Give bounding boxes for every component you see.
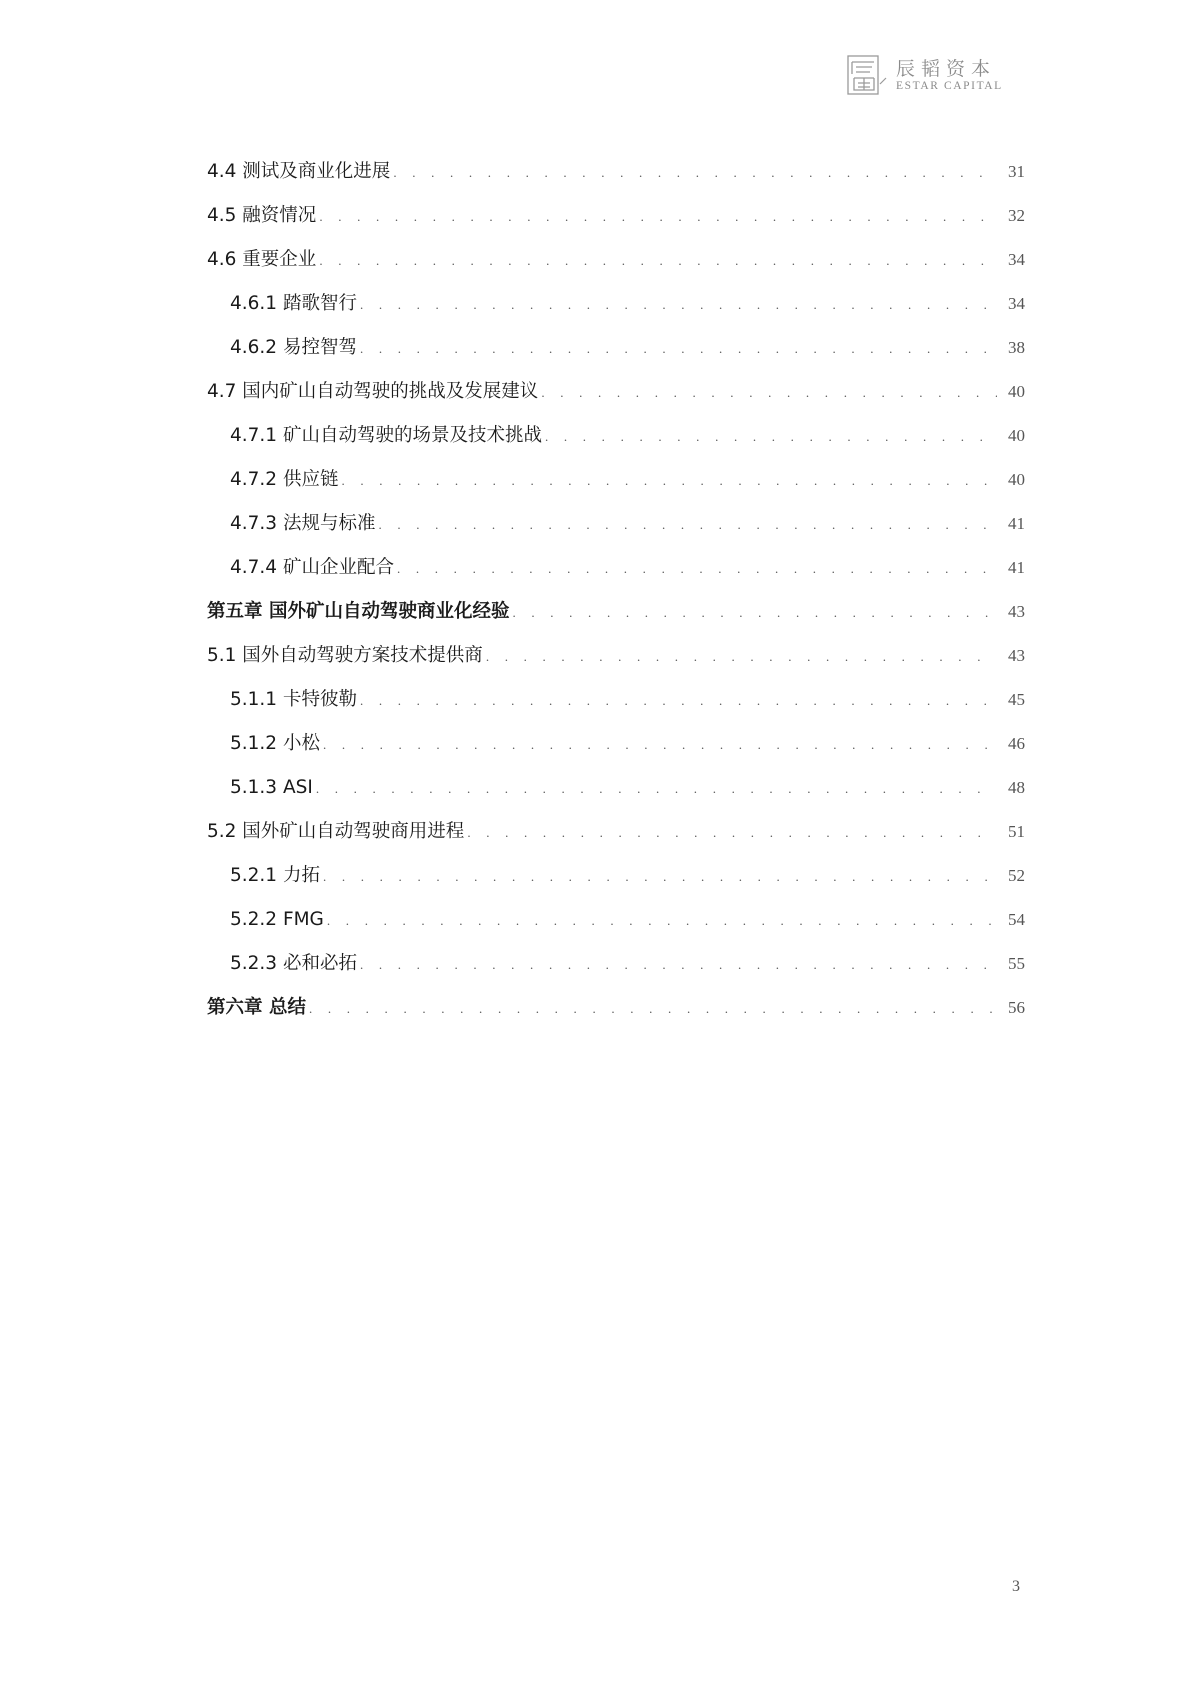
toc-entry-page: 51 (1008, 822, 1025, 841)
toc-entry-label: 第六章 总结 (207, 997, 306, 1018)
toc-entry-page: 31 (1008, 162, 1025, 181)
toc-dot-leader (378, 503, 997, 547)
toc-dot-leader (319, 239, 997, 283)
toc-entry-label: 4.4 测试及商业化进展 (207, 161, 391, 182)
toc-dot-leader (323, 723, 997, 767)
page-number: 3 (1012, 1578, 1020, 1595)
toc-dot-leader (360, 283, 997, 327)
logo-english-name: ESTAR CAPITAL (896, 80, 1003, 92)
estar-seal-mark-icon (846, 54, 888, 96)
toc-entry-page: 43 (1008, 646, 1025, 665)
toc-entry-page: 34 (1008, 294, 1025, 313)
toc-entry[interactable] (207, 282, 1025, 326)
toc-entry-page: 48 (1008, 778, 1025, 797)
toc-entry-label: 5.1.3 ASI (230, 777, 313, 798)
toc-entry-label: 4.7.3 法规与标准 (230, 513, 376, 534)
toc-entry-page: 40 (1008, 382, 1025, 401)
toc-entry[interactable] (207, 678, 1025, 722)
toc-dot-leader (341, 459, 997, 503)
toc-entry-label: 5.1.1 卡特彼勒 (230, 689, 357, 710)
toc-entry-page: 40 (1008, 470, 1025, 489)
toc-dot-leader (467, 811, 997, 855)
toc-dot-leader (316, 767, 997, 811)
toc-entry-label: 5.1 国外自动驾驶方案技术提供商 (207, 645, 483, 666)
toc-entry[interactable] (207, 370, 1025, 414)
toc-dot-leader (360, 943, 997, 987)
toc-entry[interactable] (207, 898, 1025, 942)
toc-dot-leader (397, 547, 997, 591)
toc-entry[interactable] (207, 766, 1025, 810)
toc-chapter-entry[interactable] (207, 986, 1025, 1030)
toc-entry[interactable] (207, 194, 1025, 238)
toc-entry[interactable] (207, 942, 1025, 986)
toc-entry-label: 第五章 国外矿山自动驾驶商业化经验 (207, 601, 510, 622)
toc-entry-page: 40 (1008, 426, 1025, 445)
toc-entry[interactable] (207, 854, 1025, 898)
toc-entry-label: 4.7.2 供应链 (230, 469, 339, 490)
toc-entry[interactable] (207, 414, 1025, 458)
toc-entry-label: 5.2.2 FMG (230, 909, 324, 930)
toc-entry-label: 5.2.1 力拓 (230, 865, 320, 886)
toc-entry[interactable] (207, 458, 1025, 502)
toc-dot-leader (309, 987, 997, 1031)
header-logo (846, 52, 1016, 100)
logo-chinese-name: 辰韬资本 (896, 58, 997, 80)
toc-entry-page: 46 (1008, 734, 1025, 753)
toc-dot-leader (319, 195, 997, 239)
toc-entry-page: 54 (1008, 910, 1025, 929)
toc-chapter-entry[interactable] (207, 590, 1025, 634)
toc-entry[interactable] (207, 722, 1025, 766)
toc-dot-leader (327, 899, 997, 943)
toc-entry[interactable] (207, 502, 1025, 546)
toc-entry-page: 41 (1008, 558, 1025, 577)
toc-entry-page: 41 (1008, 514, 1025, 533)
toc-entry-label: 4.7.4 矿山企业配合 (230, 557, 394, 578)
toc-entry[interactable] (207, 810, 1025, 854)
toc-dot-leader (541, 371, 997, 415)
toc-entry-label: 5.1.2 小松 (230, 733, 320, 754)
toc-entry-label: 4.7 国内矿山自动驾驶的挑战及发展建议 (207, 381, 539, 402)
toc-dot-leader (323, 855, 997, 899)
toc-entry-page: 52 (1008, 866, 1025, 885)
toc-entry[interactable] (207, 634, 1025, 678)
toc-entry[interactable] (207, 238, 1025, 282)
toc-entry[interactable] (207, 150, 1025, 194)
toc-entry[interactable] (207, 546, 1025, 590)
toc-entry-page: 32 (1008, 206, 1025, 225)
toc-entry-page: 34 (1008, 250, 1025, 269)
toc-entry-label: 5.2.3 必和必拓 (230, 953, 357, 974)
toc-entry-page: 56 (1008, 998, 1025, 1017)
toc-dot-leader (360, 679, 997, 723)
toc-entry-label: 4.6 重要企业 (207, 249, 317, 270)
toc-entry-label: 4.7.1 矿山自动驾驶的场景及技术挑战 (230, 425, 542, 446)
toc-entry-page: 55 (1008, 954, 1025, 973)
toc-entry-page: 43 (1008, 602, 1025, 621)
toc-dot-leader (393, 151, 997, 195)
toc-entry[interactable] (207, 326, 1025, 370)
toc-entry-page: 38 (1008, 338, 1025, 357)
toc-entry-label: 5.2 国外矿山自动驾驶商用进程 (207, 821, 465, 842)
toc-dot-leader (360, 327, 997, 371)
toc-dot-leader (512, 591, 997, 635)
toc-entry-label: 4.5 融资情况 (207, 205, 317, 226)
toc-entry-label: 4.6.2 易控智驾 (230, 337, 357, 358)
toc-entry-page: 45 (1008, 690, 1025, 709)
table-of-contents (207, 150, 1025, 1030)
toc-entry-label: 4.6.1 踏歌智行 (230, 293, 357, 314)
toc-dot-leader (545, 415, 997, 459)
toc-dot-leader (486, 635, 997, 679)
